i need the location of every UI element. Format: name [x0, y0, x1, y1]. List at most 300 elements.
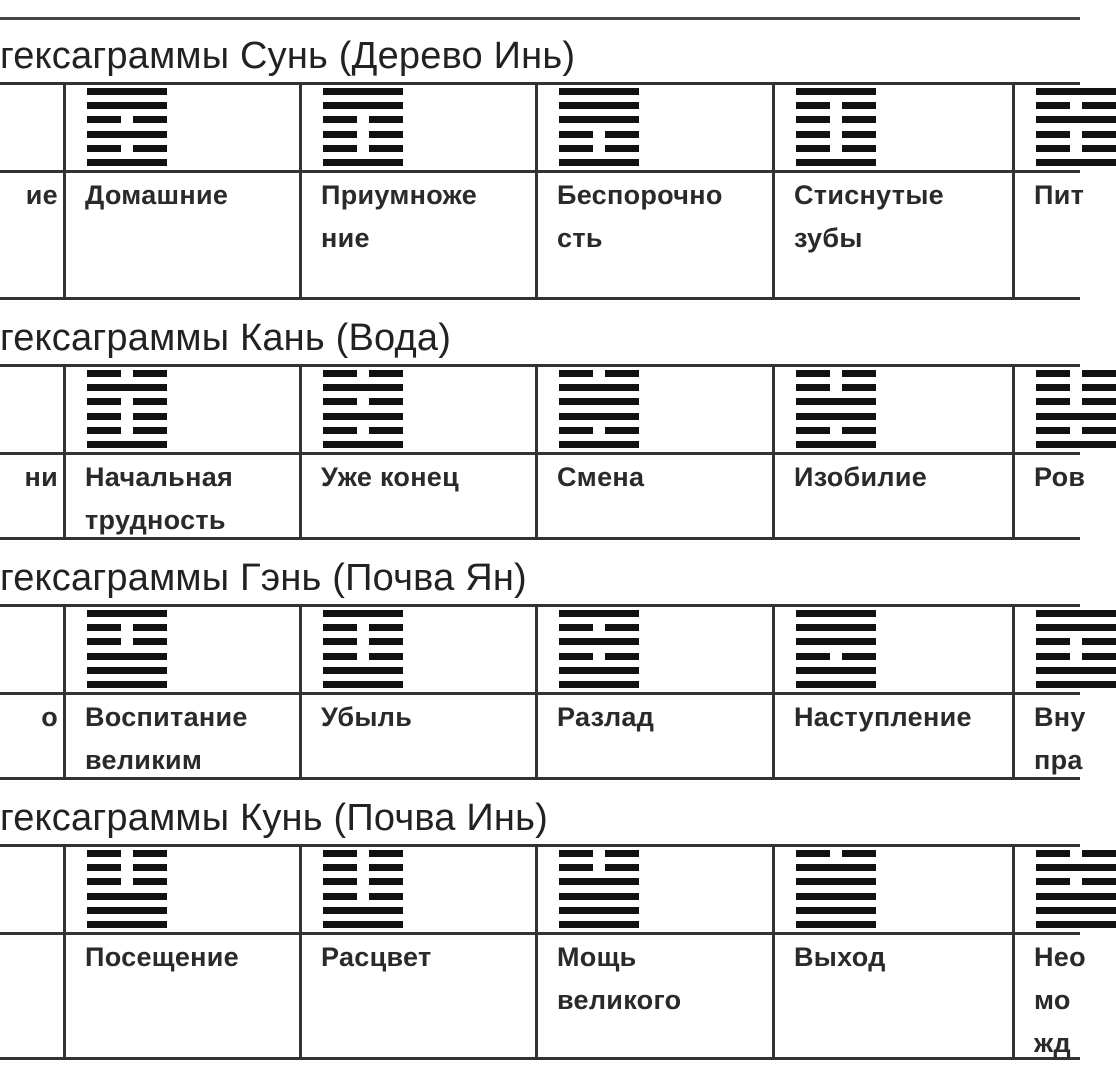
yin-line	[796, 653, 876, 660]
yin-line	[559, 624, 639, 631]
column-divider	[1012, 604, 1015, 780]
yin-line	[796, 427, 876, 434]
yin-segment	[605, 653, 639, 660]
column-divider	[63, 604, 66, 780]
yang-line	[1036, 907, 1116, 914]
yin-segment	[1082, 850, 1116, 857]
column-divider	[63, 844, 66, 1060]
hexagram-symbol	[87, 610, 167, 688]
hexagram-symbol	[1036, 610, 1116, 688]
yin-segment	[323, 370, 357, 377]
yin-segment	[559, 624, 593, 631]
yang-line	[87, 102, 167, 109]
yin-segment	[1036, 370, 1070, 377]
hexagram-symbol	[796, 850, 876, 928]
yin-line	[559, 864, 639, 871]
yang-line	[796, 878, 876, 885]
hexagram-symbol	[796, 88, 876, 166]
yin-segment	[323, 850, 357, 857]
yang-line	[559, 921, 639, 928]
yin-line	[323, 398, 403, 405]
yin-segment	[323, 145, 357, 152]
hexagram-name: Нео мо жд	[1034, 942, 1086, 1058]
yin-line	[87, 638, 167, 645]
yang-line	[323, 921, 403, 928]
yin-line	[323, 145, 403, 152]
column-divider	[772, 364, 775, 540]
yin-line	[1036, 653, 1116, 660]
yang-line	[1036, 610, 1116, 617]
section-title-text: гексаграммы Кунь (Почва Инь)	[0, 797, 548, 839]
hexagram-symbol	[559, 850, 639, 928]
yang-line	[1036, 413, 1116, 420]
yin-segment	[323, 638, 357, 645]
hexagram-name: Пит	[1034, 180, 1085, 210]
yang-line	[559, 159, 639, 166]
yang-line	[796, 398, 876, 405]
yin-line	[87, 413, 167, 420]
yang-line	[559, 88, 639, 95]
yang-line	[796, 638, 876, 645]
yin-segment	[133, 638, 167, 645]
yang-line	[796, 893, 876, 900]
yin-segment	[796, 370, 830, 377]
hexagram-symbol	[323, 370, 403, 448]
yin-segment	[133, 413, 167, 420]
yin-segment	[1082, 370, 1116, 377]
yang-line	[87, 667, 167, 674]
hexagram-name: Разлад	[557, 702, 655, 732]
yang-line	[87, 921, 167, 928]
hexagram-symbol	[87, 370, 167, 448]
yin-line	[1036, 850, 1116, 857]
yin-segment	[369, 398, 403, 405]
hexagram-name: Выход	[794, 942, 886, 972]
yin-line	[323, 624, 403, 631]
column-divider	[535, 364, 538, 540]
yang-line	[796, 441, 876, 448]
yin-segment	[133, 850, 167, 857]
yin-segment	[1082, 653, 1116, 660]
yin-segment	[1036, 653, 1070, 660]
yin-segment	[369, 638, 403, 645]
yin-segment	[1082, 145, 1116, 152]
yin-segment	[323, 864, 357, 871]
yin-line	[1036, 398, 1116, 405]
yin-line	[559, 653, 639, 660]
yin-segment	[842, 145, 876, 152]
yang-line	[323, 441, 403, 448]
hexagram-section	[0, 302, 1086, 540]
yin-segment	[133, 427, 167, 434]
hexagram-name: ни	[24, 462, 58, 492]
yang-line	[559, 102, 639, 109]
column-divider	[299, 82, 302, 300]
yin-line	[1036, 145, 1116, 152]
yang-line	[87, 384, 167, 391]
yin-line	[796, 116, 876, 123]
hexagram-symbol	[1036, 850, 1116, 928]
column-divider	[535, 82, 538, 300]
yin-segment	[842, 427, 876, 434]
yin-line	[323, 878, 403, 885]
yang-line	[87, 653, 167, 660]
yin-segment	[369, 370, 403, 377]
hexagram-symbol	[559, 88, 639, 166]
yin-line	[323, 653, 403, 660]
hexagram-symbol	[559, 610, 639, 688]
yin-segment	[1082, 427, 1116, 434]
yin-line	[559, 131, 639, 138]
yin-line	[1036, 102, 1116, 109]
yang-line	[323, 413, 403, 420]
hexagram-symbol	[1036, 370, 1116, 448]
yin-line	[323, 370, 403, 377]
yang-line	[1036, 441, 1116, 448]
column-divider	[1012, 364, 1015, 540]
yin-line	[87, 878, 167, 885]
yang-line	[559, 878, 639, 885]
column-divider	[299, 604, 302, 780]
hexagram-name: Ров	[1034, 462, 1086, 492]
yin-segment	[133, 864, 167, 871]
yang-line	[796, 159, 876, 166]
yang-line	[1036, 681, 1116, 688]
hexagram-name: Воспитание великим	[85, 702, 248, 775]
yin-segment	[133, 878, 167, 885]
hexagram-name: Уже конец	[321, 462, 460, 492]
hexagram-name: Мощь великого	[557, 942, 682, 1015]
yin-segment	[323, 653, 357, 660]
yin-segment	[1082, 398, 1116, 405]
yang-line	[796, 864, 876, 871]
yin-segment	[133, 116, 167, 123]
yin-segment	[87, 413, 121, 420]
yang-line	[796, 907, 876, 914]
yin-segment	[796, 384, 830, 391]
section-title-text: гексаграммы Гэнь (Почва Ян)	[0, 557, 527, 599]
yin-line	[323, 864, 403, 871]
yang-line	[323, 610, 403, 617]
yang-line	[1036, 88, 1116, 95]
yin-segment	[133, 398, 167, 405]
section-title	[0, 20, 1080, 85]
hexagram-name: Наступление	[794, 702, 972, 732]
column-divider	[1012, 844, 1015, 1060]
hexagram-symbol	[796, 610, 876, 688]
yang-line	[559, 116, 639, 123]
yin-segment	[559, 145, 593, 152]
hexagram-name: Расцвет	[321, 942, 432, 972]
hexagram-name: Беспорочно сть	[557, 180, 723, 253]
yin-segment	[369, 427, 403, 434]
column-divider	[63, 364, 66, 540]
yin-segment	[605, 131, 639, 138]
yang-line	[87, 907, 167, 914]
yang-line	[559, 681, 639, 688]
yin-line	[1036, 427, 1116, 434]
yang-line	[559, 638, 639, 645]
yang-line	[87, 88, 167, 95]
yin-line	[323, 850, 403, 857]
hexagram-name: Изобилие	[794, 462, 928, 492]
row-divider	[0, 692, 1080, 695]
yin-segment	[323, 878, 357, 885]
yin-segment	[1036, 398, 1070, 405]
yin-segment	[1082, 878, 1116, 885]
yang-line	[796, 610, 876, 617]
hexagram-name	[0, 936, 58, 1058]
hexagram-name: Приумноже ние	[321, 180, 478, 253]
column-divider	[772, 604, 775, 780]
yang-line	[323, 681, 403, 688]
yang-line	[1036, 921, 1116, 928]
yin-line	[796, 384, 876, 391]
yin-segment	[323, 116, 357, 123]
yin-segment	[796, 850, 830, 857]
yin-segment	[323, 893, 357, 900]
yin-segment	[559, 864, 593, 871]
yin-segment	[87, 116, 121, 123]
yang-line	[1036, 116, 1116, 123]
yang-line	[323, 88, 403, 95]
yin-line	[87, 370, 167, 377]
hexagram-symbol	[323, 850, 403, 928]
yang-line	[559, 413, 639, 420]
yang-line	[559, 384, 639, 391]
hexagram-symbol	[87, 850, 167, 928]
yin-segment	[87, 624, 121, 631]
yin-segment	[369, 131, 403, 138]
yin-line	[559, 145, 639, 152]
yin-line	[87, 427, 167, 434]
yang-line	[559, 667, 639, 674]
yin-line	[796, 102, 876, 109]
yin-segment	[796, 116, 830, 123]
column-divider	[63, 82, 66, 300]
yin-segment	[796, 102, 830, 109]
yin-segment	[1036, 878, 1070, 885]
yin-segment	[1082, 102, 1116, 109]
yin-segment	[87, 864, 121, 871]
yang-line	[323, 159, 403, 166]
yang-line	[87, 159, 167, 166]
yin-line	[796, 145, 876, 152]
yin-line	[559, 370, 639, 377]
yang-line	[796, 667, 876, 674]
yin-segment	[87, 878, 121, 885]
yin-line	[796, 370, 876, 377]
yin-line	[1036, 370, 1116, 377]
yang-line	[796, 681, 876, 688]
yin-line	[796, 850, 876, 857]
section-title	[0, 302, 1080, 367]
row-divider	[0, 932, 1080, 935]
hexagram-section	[0, 542, 1086, 780]
column-divider	[299, 364, 302, 540]
yin-segment	[323, 427, 357, 434]
yin-segment	[87, 850, 121, 857]
section-title	[0, 782, 1080, 847]
hexagram-name: Домашние	[85, 180, 229, 210]
column-divider	[535, 604, 538, 780]
yin-segment	[559, 850, 593, 857]
yin-segment	[133, 145, 167, 152]
yin-segment	[1036, 638, 1070, 645]
hexagram-name: о	[41, 702, 58, 732]
yin-segment	[842, 370, 876, 377]
yang-line	[559, 441, 639, 448]
hexagram-name: Вну пра	[1034, 702, 1086, 775]
yang-line	[87, 131, 167, 138]
column-divider	[299, 844, 302, 1060]
yin-segment	[323, 398, 357, 405]
row-divider	[0, 170, 1080, 173]
yin-line	[87, 864, 167, 871]
yin-segment	[1082, 131, 1116, 138]
yin-segment	[842, 131, 876, 138]
yin-line	[559, 850, 639, 857]
yin-segment	[1082, 638, 1116, 645]
yin-line	[323, 116, 403, 123]
yang-line	[796, 88, 876, 95]
yin-segment	[842, 102, 876, 109]
yin-line	[323, 427, 403, 434]
yin-segment	[605, 864, 639, 871]
yin-segment	[1036, 131, 1070, 138]
yin-segment	[369, 878, 403, 885]
yin-line	[559, 427, 639, 434]
yin-segment	[796, 145, 830, 152]
section-title-text: гексаграммы Сунь (Дерево Инь)	[0, 35, 576, 77]
column-divider	[1012, 82, 1015, 300]
hexagram-symbol	[323, 610, 403, 688]
yang-line	[87, 681, 167, 688]
yin-segment	[323, 624, 357, 631]
yang-line	[796, 624, 876, 631]
yin-segment	[369, 624, 403, 631]
yin-segment	[369, 145, 403, 152]
yang-line	[796, 413, 876, 420]
hexagram-name: Убыль	[321, 702, 413, 732]
yin-line	[323, 131, 403, 138]
yin-segment	[559, 427, 593, 434]
yang-line	[87, 893, 167, 900]
yang-line	[1036, 864, 1116, 871]
yin-segment	[796, 131, 830, 138]
yin-segment	[605, 624, 639, 631]
yang-line	[559, 398, 639, 405]
yin-segment	[796, 653, 830, 660]
yang-line	[1036, 159, 1116, 166]
hexagram-symbol	[559, 370, 639, 448]
yang-line	[323, 102, 403, 109]
yin-line	[87, 116, 167, 123]
row-divider	[0, 452, 1080, 455]
hexagram-name: Посещение	[85, 942, 239, 972]
hexagram-section	[0, 782, 1086, 1060]
hexagram-name: ие	[25, 180, 58, 210]
hexagram-symbol	[87, 88, 167, 166]
yang-line	[87, 610, 167, 617]
yang-line	[796, 921, 876, 928]
yin-line	[1036, 638, 1116, 645]
yin-segment	[559, 370, 593, 377]
yin-segment	[842, 653, 876, 660]
yin-segment	[369, 864, 403, 871]
yin-segment	[369, 653, 403, 660]
yin-segment	[1036, 102, 1070, 109]
hexagram-section	[0, 20, 1085, 300]
yin-segment	[369, 850, 403, 857]
yang-line	[323, 907, 403, 914]
yin-segment	[1036, 145, 1070, 152]
yin-line	[87, 850, 167, 857]
yin-line	[87, 398, 167, 405]
yang-line	[559, 907, 639, 914]
column-divider	[772, 844, 775, 1060]
yin-line	[796, 131, 876, 138]
yin-segment	[1036, 850, 1070, 857]
yin-segment	[87, 370, 121, 377]
yang-line	[1036, 667, 1116, 674]
yang-line	[87, 441, 167, 448]
yin-segment	[605, 427, 639, 434]
yin-line	[1036, 878, 1116, 885]
section-title	[0, 542, 1080, 607]
hexagram-name: Начальная трудность	[85, 462, 234, 535]
yin-line	[1036, 131, 1116, 138]
yang-line	[1036, 624, 1116, 631]
yang-line	[323, 667, 403, 674]
yin-segment	[559, 131, 593, 138]
yin-segment	[796, 427, 830, 434]
yin-segment	[1082, 384, 1116, 391]
yin-segment	[1036, 384, 1070, 391]
column-divider	[772, 82, 775, 300]
yin-segment	[87, 145, 121, 152]
yin-segment	[842, 850, 876, 857]
section-title-text: гексаграммы Кань (Вода)	[0, 317, 452, 359]
yin-segment	[1036, 427, 1070, 434]
yin-line	[87, 145, 167, 152]
yin-segment	[133, 370, 167, 377]
yang-line	[1036, 893, 1116, 900]
yin-segment	[605, 370, 639, 377]
yin-line	[323, 893, 403, 900]
yin-segment	[323, 131, 357, 138]
hexagram-name: Смена	[557, 462, 645, 492]
yin-line	[87, 624, 167, 631]
yang-line	[323, 384, 403, 391]
hexagram-symbol	[1036, 88, 1116, 166]
yin-segment	[87, 427, 121, 434]
column-divider	[535, 844, 538, 1060]
hexagram-symbol	[796, 370, 876, 448]
yin-line	[323, 638, 403, 645]
yin-segment	[605, 145, 639, 152]
yin-segment	[369, 893, 403, 900]
yin-segment	[842, 116, 876, 123]
hexagram-name: Стиснутые зубы	[794, 180, 944, 253]
yin-segment	[133, 624, 167, 631]
yin-segment	[559, 653, 593, 660]
yin-segment	[369, 116, 403, 123]
yin-segment	[87, 398, 121, 405]
yin-segment	[605, 850, 639, 857]
yin-segment	[87, 638, 121, 645]
yin-line	[1036, 384, 1116, 391]
